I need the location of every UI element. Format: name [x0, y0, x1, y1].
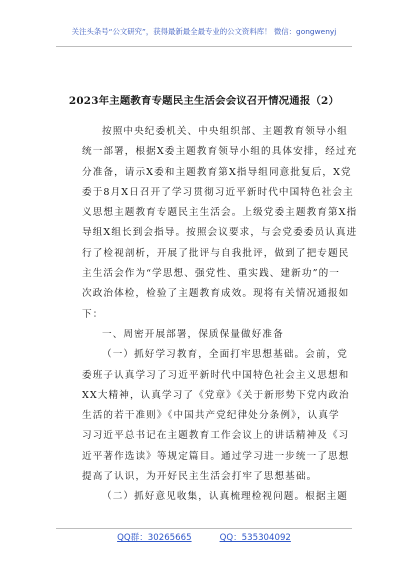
body-line: XX大精神，认真学习了《党章》《关于新形势下党内政治 [82, 389, 350, 401]
body-line: 一、周密开展部署，保质保量做好准备 [102, 328, 284, 340]
body-line: 导组X组长到会指导。按照会议要求，与会党委委员认真进 [82, 227, 358, 239]
header-divider [56, 46, 352, 47]
document-body [82, 122, 358, 508]
body-line: 委班子认真学习了习近平新时代中国特色社会主义思想和 [82, 369, 350, 381]
body-line: 义思想主题教育专题民主生活会。上级党委主题教育第X指 [82, 207, 358, 219]
body-line: 生活的若干准则》《中国共产党纪律处分条例》，认真学 [82, 410, 340, 422]
body-line: 习习近平总书记在主题教育工作会议上的讲话精神及《习 [82, 430, 350, 442]
body-line: 下： [82, 308, 104, 320]
body-line: 行了检视剖析，开展了批评与自我批评，做到了把专题民 [82, 247, 350, 259]
body-line: 近平著作选读》等规定篇目。通过学习进一步统一了思想 [82, 450, 350, 462]
body-line: 委于8月X日召开了学习贯彻习近平新时代中国特色社会主 [82, 186, 354, 198]
qq-contact-link[interactable]: QQ：535304092 [219, 533, 291, 543]
header-promo-note: 关注头条号“公文研究”，获得最新最全最专业的公文资料库！ 微信：gongwenyj [71, 27, 337, 36]
footer-contact [0, 531, 408, 543]
body-line: 提高了认识，为开好民主生活会打牢了思想基础。 [82, 471, 318, 483]
body-line: 主生活会作为“学思想、强党性、重实践、建新功”的一 [82, 268, 340, 280]
document-title: 2023年主题教育专题民主生活会会议召开情况通报（2） [68, 95, 340, 107]
body-line: （二）抓好意见收集，认真梳理检视问题。根据主题 [102, 491, 348, 503]
body-line: （一）抓好学习教育，全面打牢思想基础。会前，党 [102, 349, 348, 361]
body-line: 按照中央纪委机关、中央组织部、主题教育领导小组 [102, 126, 348, 137]
body-line: 次政治体检，检验了主题教育成效。现将有关情况通报如 [82, 288, 350, 300]
footer-divider [56, 528, 352, 529]
qq-group-link[interactable]: QQ群：30265665 [117, 533, 192, 543]
body-line: 分准备，请示X委和主题教育第X指导组同意批复后，X党 [82, 166, 352, 178]
body-line: 统一部署，根据X委主题教育领导小组的具体安排，经过充 [82, 146, 358, 158]
